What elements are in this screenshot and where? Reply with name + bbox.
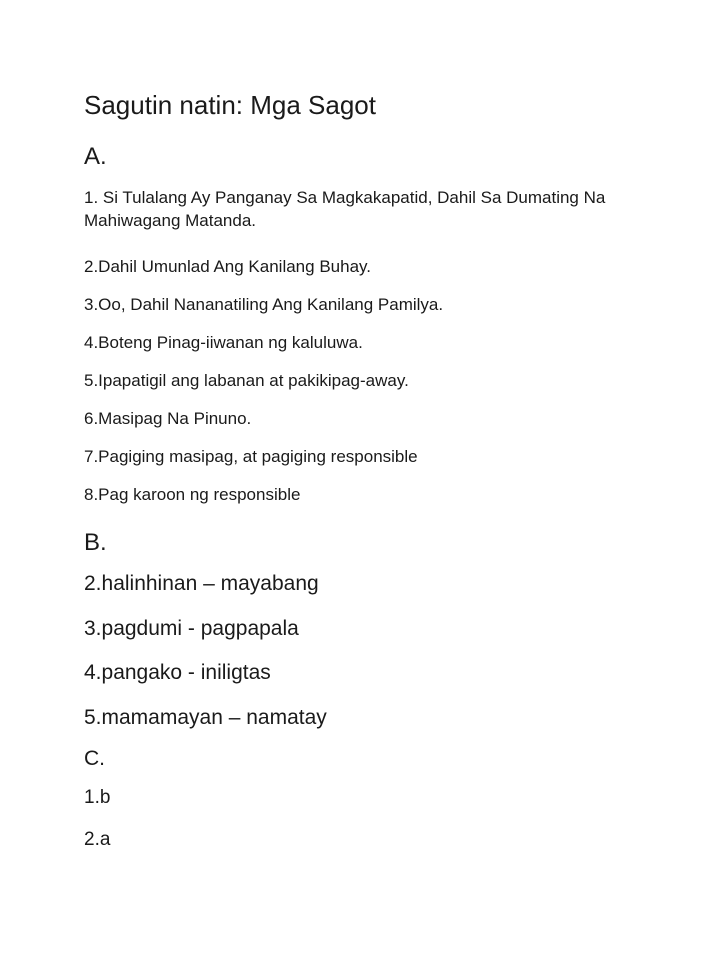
section-a-item-1: 1. Si Tulalang Ay Panganay Sa Magkakapatid, Dahil Sa Dumating Na Mahiwagang Matanda. bbox=[84, 188, 606, 230]
section-b-heading: B. bbox=[84, 529, 107, 556]
section-a-item-2: 2.Dahil Umunlad Ang Kanilang Buhay. bbox=[84, 257, 371, 276]
section-c-item-1: 1.b bbox=[84, 787, 111, 808]
section-b-item-5: 5.mamamayan – namatay bbox=[84, 706, 327, 729]
section-a-item-8: 8.Pag karoon ng responsible bbox=[84, 485, 301, 504]
section-c-heading: C. bbox=[84, 747, 105, 770]
section-a-item-7: 7.Pagiging masipag, at pagiging responsible bbox=[84, 447, 418, 466]
section-a-item-5: 5.Ipapatigil ang labanan at pakikipag-away. bbox=[84, 371, 409, 390]
section-a-item-4: 4.Boteng Pinag-iiwanan ng kaluluwa. bbox=[84, 333, 363, 352]
section-a-item-3: 3.Oo, Dahil Nananatiling Ang Kanilang Pamilya. bbox=[84, 295, 444, 314]
section-b-item-3: 3.pagdumi - pagpapala bbox=[84, 617, 299, 640]
section-a-item-6: 6.Masipag Na Pinuno. bbox=[84, 409, 252, 428]
section-a-heading: A. bbox=[84, 143, 107, 170]
section-b-item-2: 2.halinhinan – mayabang bbox=[84, 572, 319, 595]
section-b-item-4: 4.pangako - iniligtas bbox=[84, 661, 271, 684]
section-c-item-2: 2.a bbox=[84, 829, 111, 850]
document-title: Sagutin natin: Mga Sagot bbox=[84, 90, 376, 120]
